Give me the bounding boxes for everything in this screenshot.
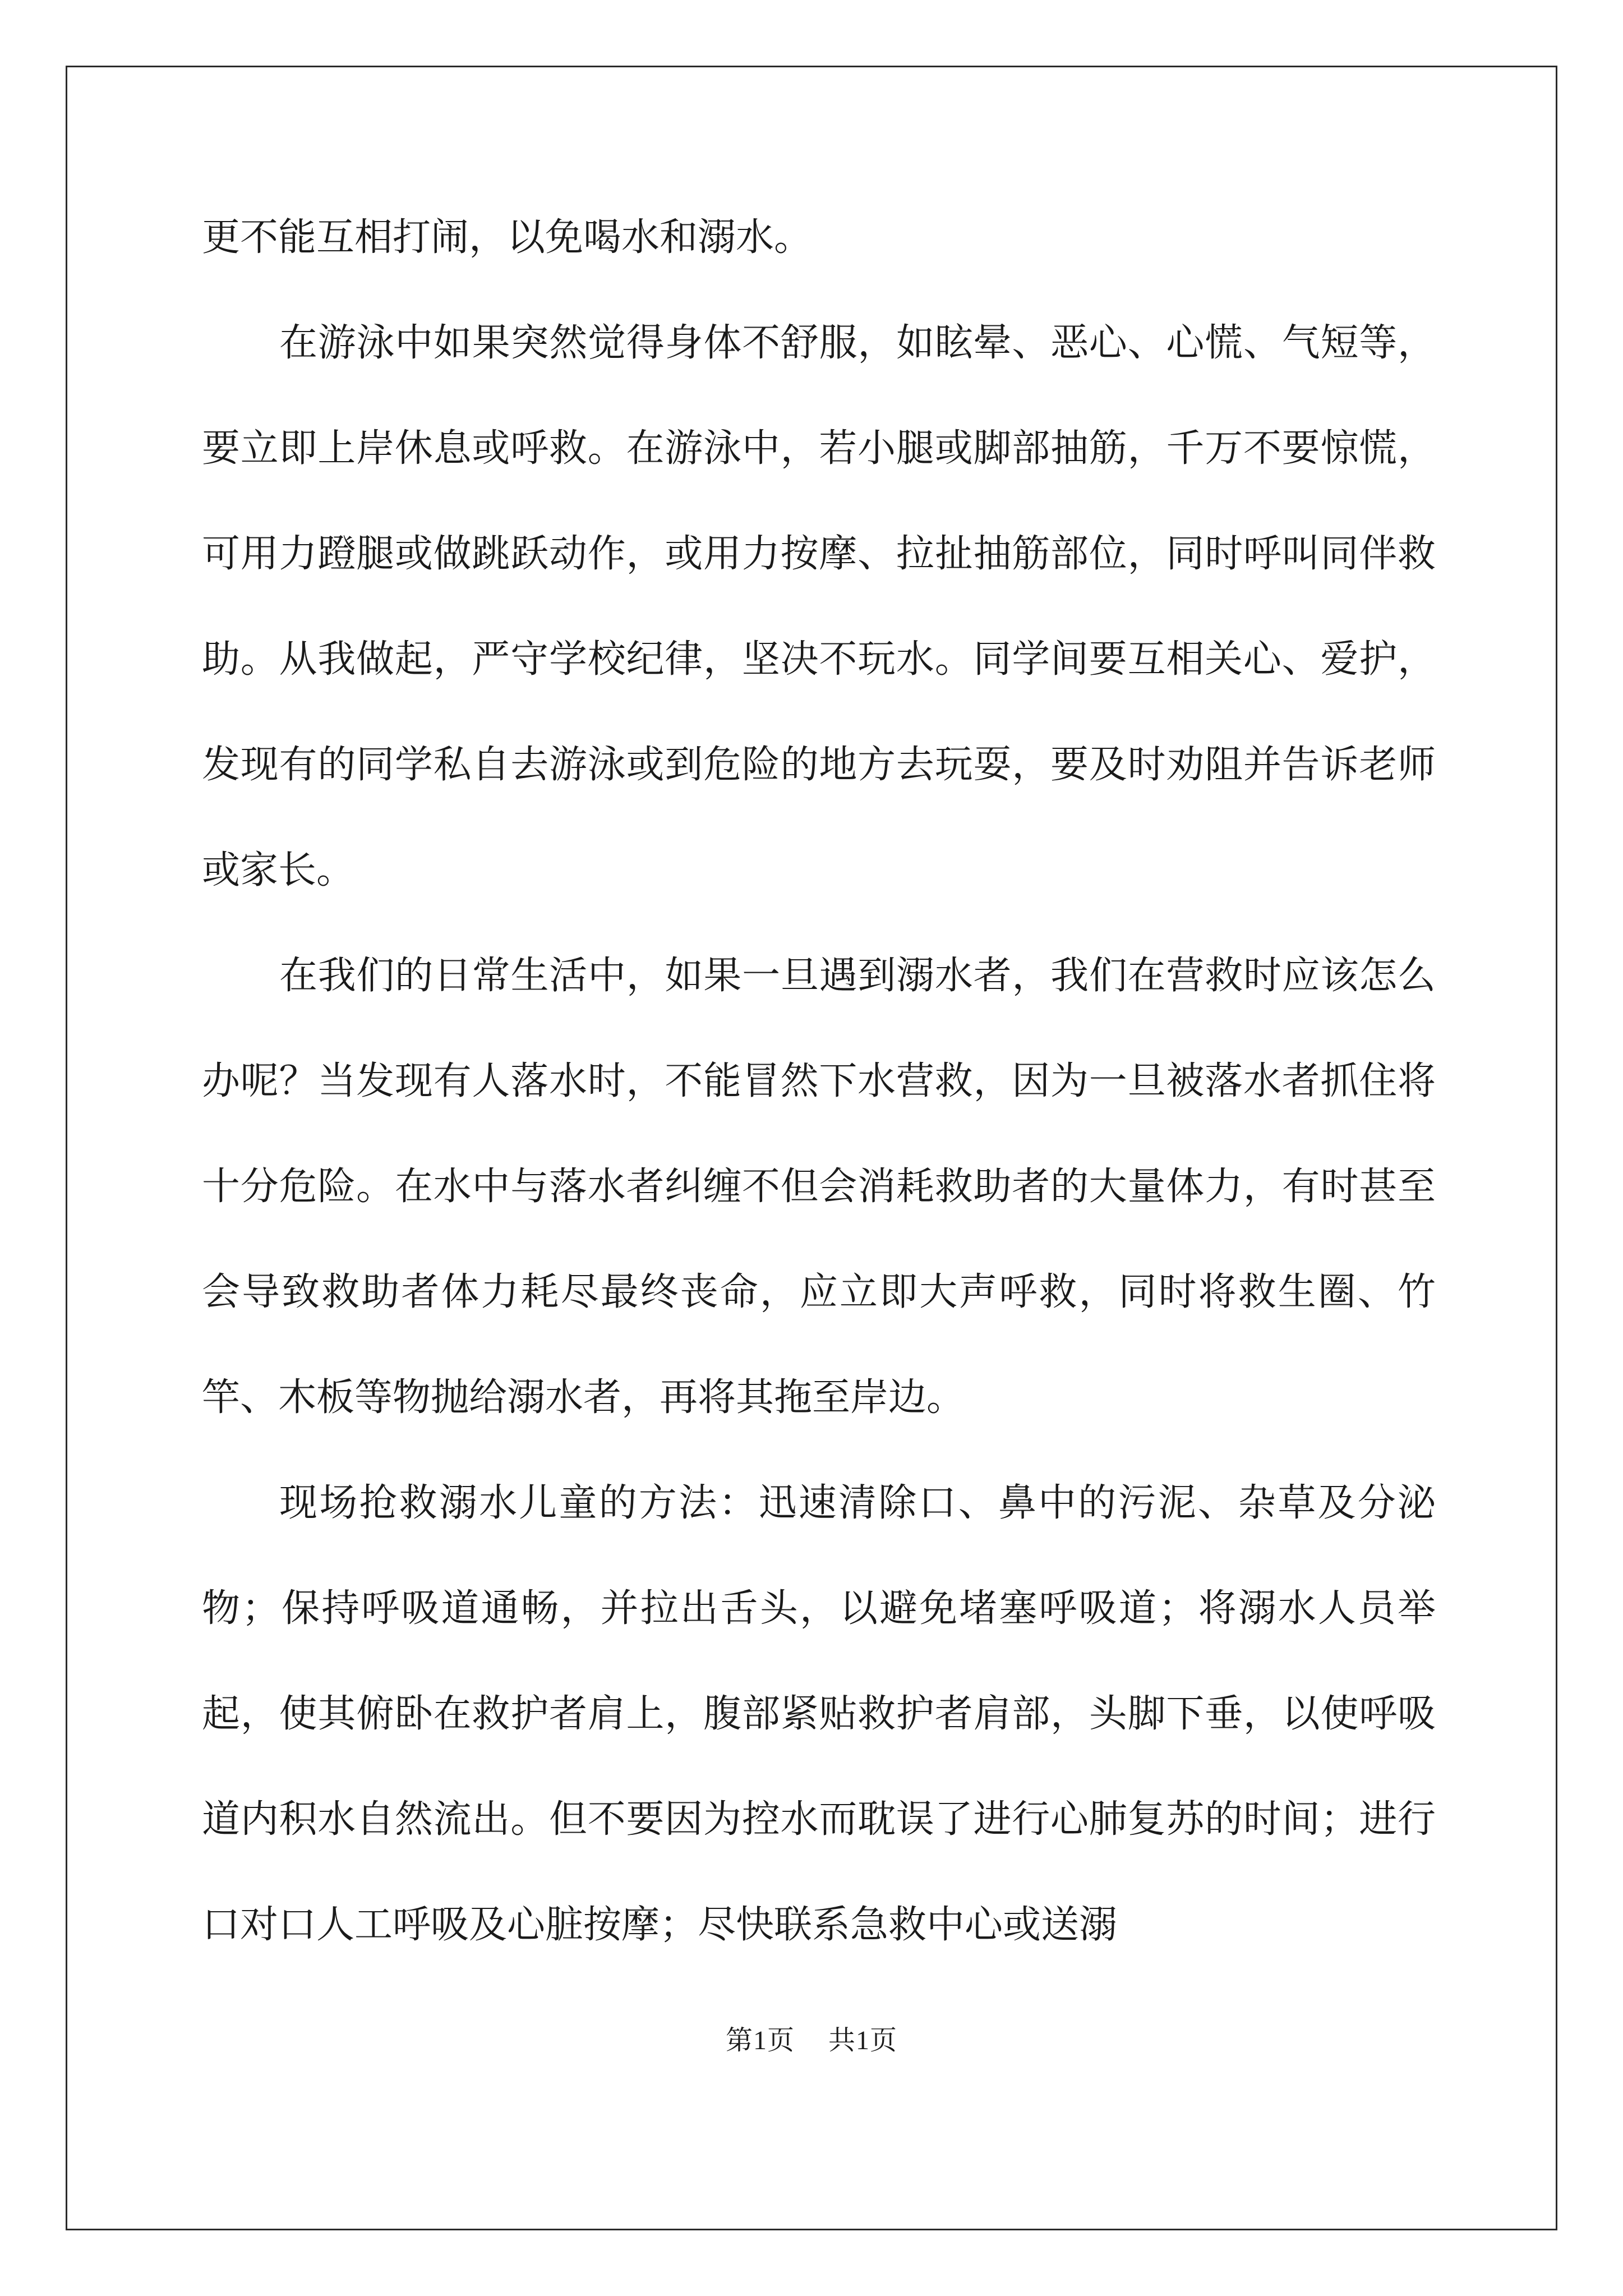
paragraph: 在游泳中如果突然觉得身体不舒服，如眩晕、恶心、心慌、气短等，要立即上岸休息或呼救。在游泳中，若小腿或脚部抽筋，千万不要惊慌，可用力蹬腿或做跳跃动作，或用力按摩、拉扯抽筋部位，同时呼叫同伴救助。从我做起，严守学校纪律，坚决不玩水。同学间要互相关心、爱护，发现有的同学私自去游泳或到危险的地方去玩耍，要及时劝阻并告诉老师或家长。 [202,321,1436,892]
paragraph: 现场抢救溺水儿童的方法：迅速清除口、鼻中的污泥、杂草及分泌物；保持呼吸道通畅，并拉出舌头，以避免堵塞呼吸道；将溺水人员举起，使其俯卧在救护者肩上，腹部紧贴救护者肩部，头脚下垂，以使呼吸道内积水自然流出。但不要因为控水而耽误了进行心肺复苏的时间；进行口对口人工呼吸及心脏按摩；尽快联系急救中心或送溺 [202,1481,1436,1947]
document-body [202,185,1436,1978]
paragraph: 更不能互相打闹，以免喝水和溺水。 [202,215,813,260]
page-total: 共1页 [828,2026,898,2055]
page-footer [0,2018,1623,2057]
paragraph: 在我们的日常生活中，如果一旦遇到溺水者，我们在营救时应该怎么办呢？当发现有人落水时，不能冒然下水营救，因为一旦被落水者抓住将十分危险。在水中与落水者纠缠不但会消耗救助者的大量体力，有时甚至会导致救助者体力耗尽最终丧命，应立即大声呼救，同时将救生圈、竹竿、木板等物抛给溺水者，再将其拖至岸边。 [202,954,1436,1420]
page-number: 第1页 [725,2026,795,2055]
